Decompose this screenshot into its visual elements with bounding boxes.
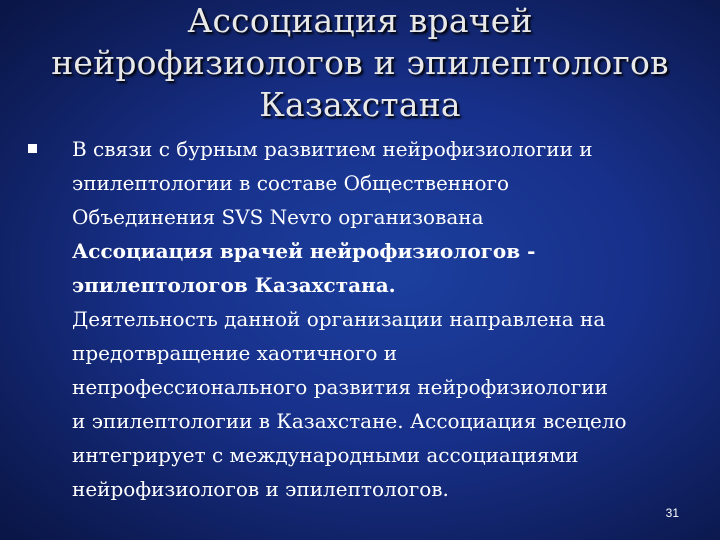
body-line: предотвращение хаотичного и — [72, 341, 398, 365]
body-line: Деятельность данной организации направлена на — [72, 307, 606, 331]
body-line: В связи с бурным развитием нейрофизиологии и — [72, 137, 593, 161]
body-line: эпилептологии в составе Общественного — [72, 171, 510, 195]
body-line: непрофессионального развития нейрофизиологии — [72, 375, 608, 399]
body-line-bold: эпилептологов Казахстана. — [72, 273, 396, 297]
page-number: 31 — [665, 506, 679, 520]
body-line: и эпилептологии в Казахстане. Ассоциация всецело — [72, 409, 627, 433]
body-line-bold: Ассоциация врачей нейрофизиологов - — [72, 239, 536, 263]
square-bullet-icon — [28, 144, 37, 153]
title-line: Казахстана — [259, 85, 461, 124]
body-line: Объединения SVS Nevro организована — [72, 205, 484, 229]
title-line: нейрофизиологов и эпилептологов — [51, 43, 669, 82]
title-line: Ассоциация врачей — [187, 1, 533, 40]
bullet-text — [72, 132, 688, 506]
body-line: нейрофизиологов и эпилептологов. — [72, 477, 449, 501]
slide-title — [20, 0, 700, 126]
body-line: интегрирует с международными ассоциациями — [72, 443, 579, 467]
